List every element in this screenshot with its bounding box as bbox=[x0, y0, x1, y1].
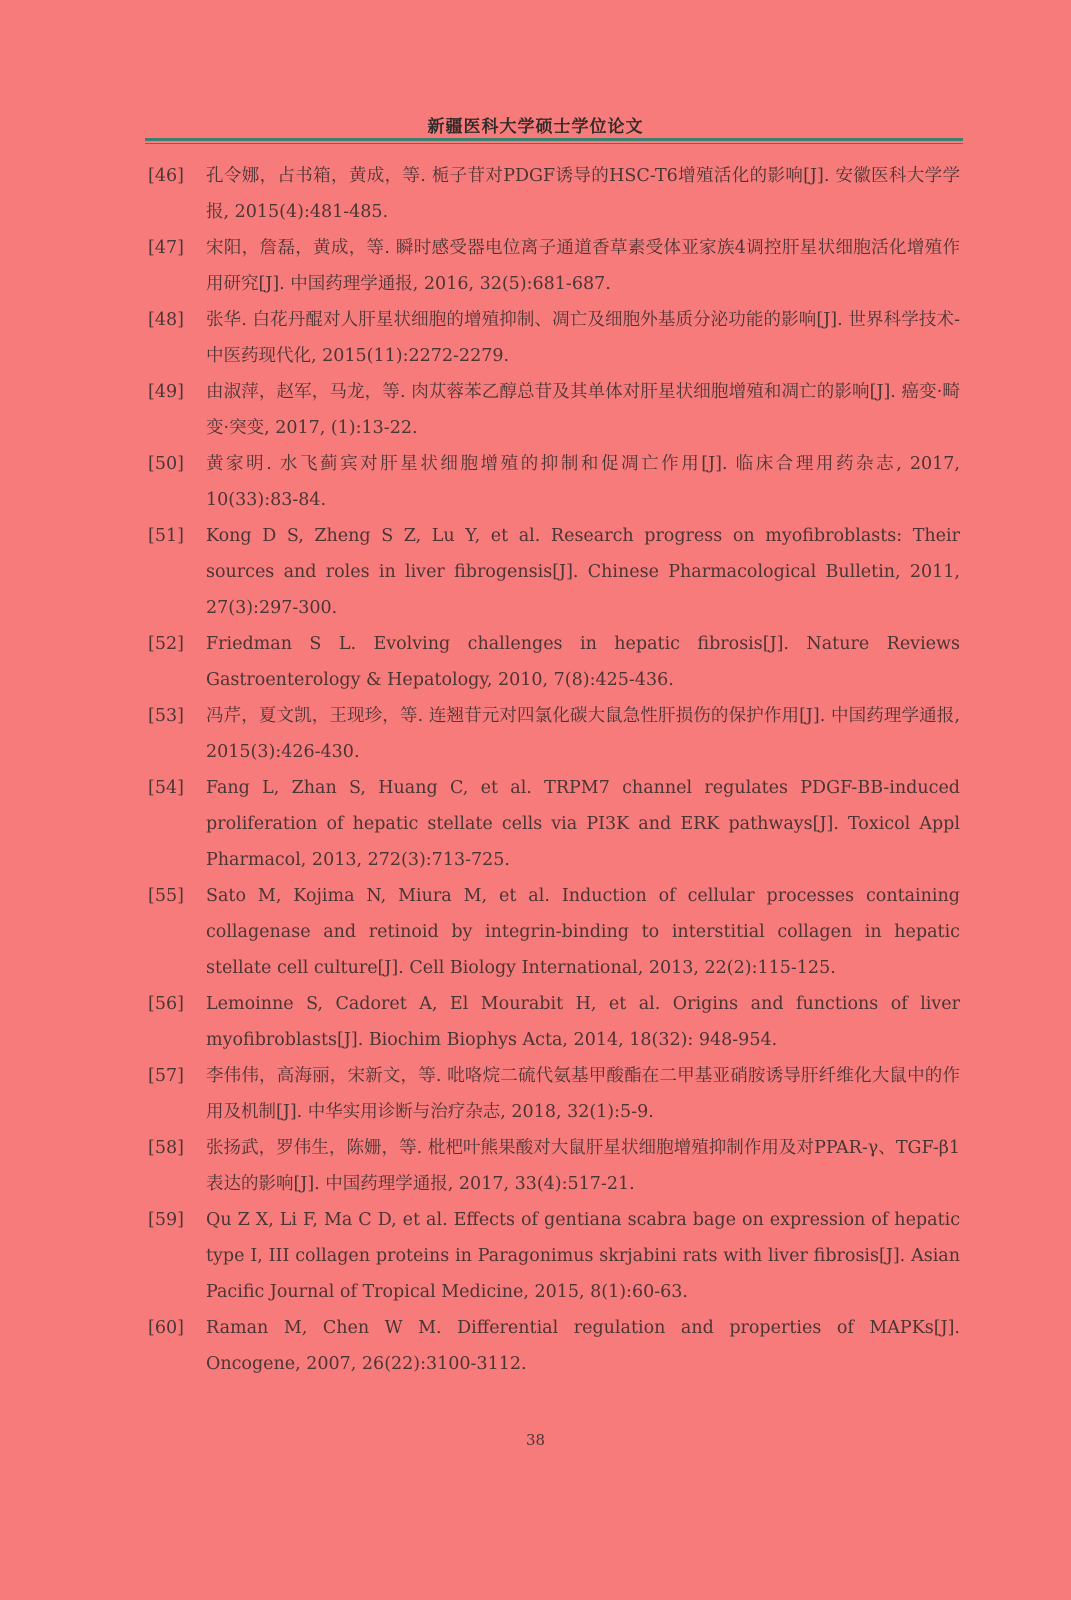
reference-item bbox=[148, 1058, 960, 1130]
reference-number: [51] bbox=[148, 526, 184, 546]
reference-number: [55] bbox=[148, 886, 184, 906]
reference-item bbox=[148, 302, 960, 374]
reference-item bbox=[148, 770, 960, 878]
reference-item bbox=[148, 446, 960, 518]
reference-item bbox=[148, 698, 960, 770]
reference-number: [52] bbox=[148, 634, 184, 654]
reference-text: Fang L, Zhan S, Huang C, et al. TRPM7 channel regulates PDGF-BB-induced proliferation of hepatic stellate cells via PI3K and ERK pathways[J]. Toxicol Appl Pharmacol, 2013, 272(3):713-725. bbox=[206, 778, 960, 870]
header-divider bbox=[145, 138, 963, 144]
reference-item bbox=[148, 158, 960, 230]
reference-item bbox=[148, 518, 960, 626]
reference-item bbox=[148, 878, 960, 986]
reference-text: 孔令娜，占书箱，黄成，等. 栀子苷对PDGF诱导的HSC-T6增殖活化的影响[J]. 安徽医科大学学报, 2015(4):481-485. bbox=[206, 166, 960, 222]
reference-number: [48] bbox=[148, 310, 184, 330]
reference-number: [57] bbox=[148, 1066, 184, 1086]
reference-item bbox=[148, 230, 960, 302]
reference-text: Lemoinne S, Cadoret A, El Mourabit H, et al. Origins and functions of liver myofibroblasts[J]. Biochim Biophys Acta, 2014, 18(32): 948-954. bbox=[206, 994, 960, 1050]
reference-number: [46] bbox=[148, 166, 184, 186]
reference-number: [47] bbox=[148, 238, 184, 258]
reference-item bbox=[148, 1310, 960, 1382]
reference-number: [53] bbox=[148, 706, 184, 726]
reference-text: 李伟伟，高海丽，宋新文，等. 吡咯烷二硫代氨基甲酸酯在二甲基亚硝胺诱导肝纤维化大鼠中的作用及机制[J]. 中华实用诊断与治疗杂志, 2018, 32(1):5-9. bbox=[206, 1066, 960, 1122]
header-divider-thick bbox=[145, 138, 963, 141]
reference-number: [58] bbox=[148, 1138, 184, 1158]
reference-text: 冯芹，夏文凯，王现珍，等. 连翘苷元对四氯化碳大鼠急性肝损伤的保护作用[J]. 中国药理学通报, 2015(3):426-430. bbox=[206, 706, 960, 762]
reference-item bbox=[148, 626, 960, 698]
reference-item bbox=[148, 374, 960, 446]
reference-number: [60] bbox=[148, 1318, 184, 1338]
reference-text: Qu Z X, Li F, Ma C D, et al. Effects of gentiana scabra bage on expression of hepatic type I, III collagen proteins in Paragonimus skrjabini rats with liver fibrosis[J]. Asian Pacific Journal of Tropical Medicine, 2015, 8(1):60-63. bbox=[206, 1210, 960, 1302]
reference-text: 宋阳，詹磊，黄成，等. 瞬时感受器电位离子通道香草素受体亚家族4调控肝星状细胞活化增殖作用研究[J]. 中国药理学通报, 2016, 32(5):681-687. bbox=[206, 238, 960, 294]
reference-number: [56] bbox=[148, 994, 184, 1014]
reference-text: 张扬武，罗伟生，陈姗，等. 枇杷叶熊果酸对大鼠肝星状细胞增殖抑制作用及对PPAR-γ、TGF-β1表达的影响[J]. 中国药理学通报, 2017, 33(4):517-21. bbox=[206, 1138, 960, 1194]
reference-number: [49] bbox=[148, 382, 184, 402]
page-number: 38 bbox=[525, 1431, 546, 1449]
reference-text: 张华. 白花丹醌对人肝星状细胞的增殖抑制、凋亡及细胞外基质分泌功能的影响[J]. 世界科学技术-中医药现代化, 2015(11):2272-2279. bbox=[206, 310, 960, 366]
reference-text: Friedman S L. Evolving challenges in hepatic fibrosis[J]. Nature Reviews Gastroenterology & Hepatology, 2010, 7(8):425-436. bbox=[206, 634, 960, 690]
reference-item bbox=[148, 1130, 960, 1202]
header-divider-thin bbox=[145, 143, 963, 144]
reference-number: [59] bbox=[148, 1210, 184, 1230]
reference-list bbox=[148, 158, 960, 1382]
reference-text: Raman M, Chen W M. Differential regulation and properties of MAPKs[J]. Oncogene, 2007, 26(22):3100-3112. bbox=[206, 1318, 960, 1374]
reference-number: [54] bbox=[148, 778, 184, 798]
page-header-title: 新疆医科大学硕士学位论文 bbox=[427, 117, 644, 137]
reference-text: Kong D S, Zheng S Z, Lu Y, et al. Research progress on myofibroblasts: Their sources and roles in liver fibrogensis[J]. Chinese Pharmacological Bulletin, 2011, 27(3):297-300. bbox=[206, 526, 960, 618]
reference-item bbox=[148, 986, 960, 1058]
reference-item bbox=[148, 1202, 960, 1310]
reference-text: Sato M, Kojima N, Miura M, et al. Induction of cellular processes containing collagenase and retinoid by integrin-binding to interstitial collagen in hepatic stellate cell culture[J]. Cell Biology International, 2013, 22(2):115-125. bbox=[206, 886, 960, 978]
reference-number: [50] bbox=[148, 454, 184, 474]
reference-text: 由淑萍，赵军，马龙，等. 肉苁蓉苯乙醇总苷及其单体对肝星状细胞增殖和凋亡的影响[J]. 癌变·畸变·突变, 2017, (1):13-22. bbox=[206, 382, 960, 438]
reference-text: 黄家明. 水飞蓟宾对肝星状细胞增殖的抑制和促凋亡作用[J]. 临床合理用药杂志, 2017, 10(33):83-84. bbox=[206, 454, 960, 510]
